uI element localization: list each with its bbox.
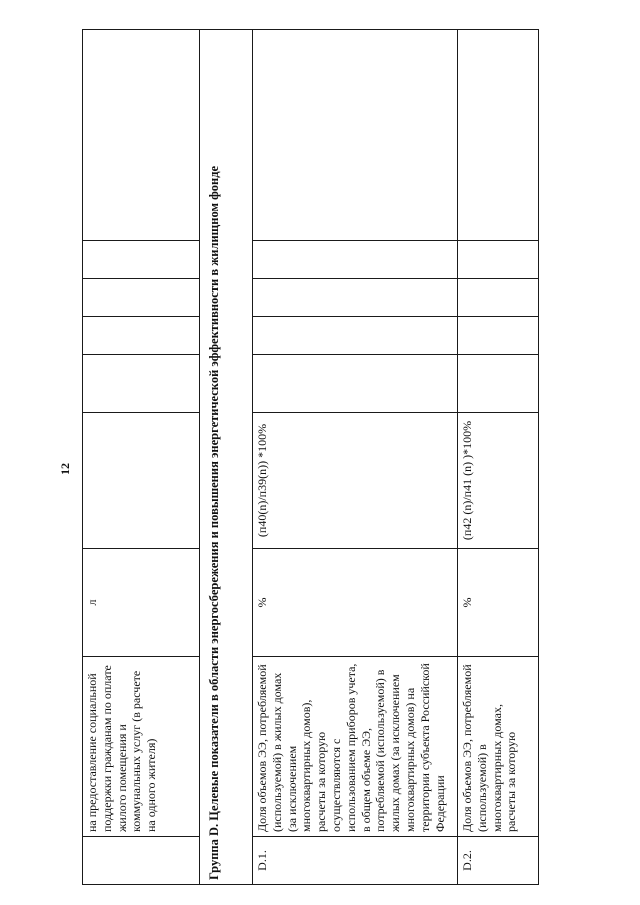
indicator-name-cell: Доля объемов ЭЭ, потребляемой (используемой) в многоквартирных домах, расчеты за которую xyxy=(458,657,539,837)
indicator-name-cell: Доля объемов ЭЭ, потребляемой (используемой) в жилых домах (за исключением многоквартирных домов), расчеты за которую осуществляются с использованием приборов учета, в общем объеме ЭЭ, потребляемой (используемой) в жилых домах (за исключением многоквартирных домов) на территории субъекта Российской Федерации xyxy=(253,657,458,837)
value-cell xyxy=(83,317,200,355)
table-row xyxy=(253,30,458,885)
indicator-name-cell: на предоставление социальной поддержки гражданам по оплате жилого помещения и коммунальных услуг (в расчете на одного жителя) xyxy=(83,657,200,837)
row-number-cell: D.2. xyxy=(458,837,539,885)
value-cell xyxy=(253,279,458,317)
unit-cell: % xyxy=(253,549,458,657)
value-cell xyxy=(458,241,539,279)
value-cell xyxy=(253,241,458,279)
value-cell xyxy=(253,317,458,355)
row-number-cell xyxy=(83,837,200,885)
page-number: 12 xyxy=(58,463,72,475)
unit-cell: л xyxy=(83,549,200,657)
value-cell xyxy=(458,317,539,355)
group-d-title: Группа D. Целевые показатели в области энергосбережения и повышения энергетической эффективности в жилищном фонде xyxy=(200,30,253,885)
value-cell xyxy=(253,30,458,241)
value-cell xyxy=(253,355,458,413)
value-cell xyxy=(83,279,200,317)
row-number-cell: D.1. xyxy=(253,837,458,885)
value-cell xyxy=(83,355,200,413)
formula-cell: (п42 (n)/п41 (n) )*100% xyxy=(458,413,539,549)
value-cell xyxy=(83,30,200,241)
formula-cell xyxy=(83,413,200,549)
value-cell xyxy=(458,279,539,317)
group-header-row xyxy=(200,30,253,885)
indicators-table xyxy=(82,29,539,885)
value-cell xyxy=(458,355,539,413)
table-row xyxy=(83,30,200,885)
value-cell xyxy=(83,241,200,279)
table-row xyxy=(458,30,539,885)
unit-cell: % xyxy=(458,549,539,657)
formula-cell: (п40(n)/п39(n)) *100% xyxy=(253,413,458,549)
value-cell xyxy=(458,30,539,241)
